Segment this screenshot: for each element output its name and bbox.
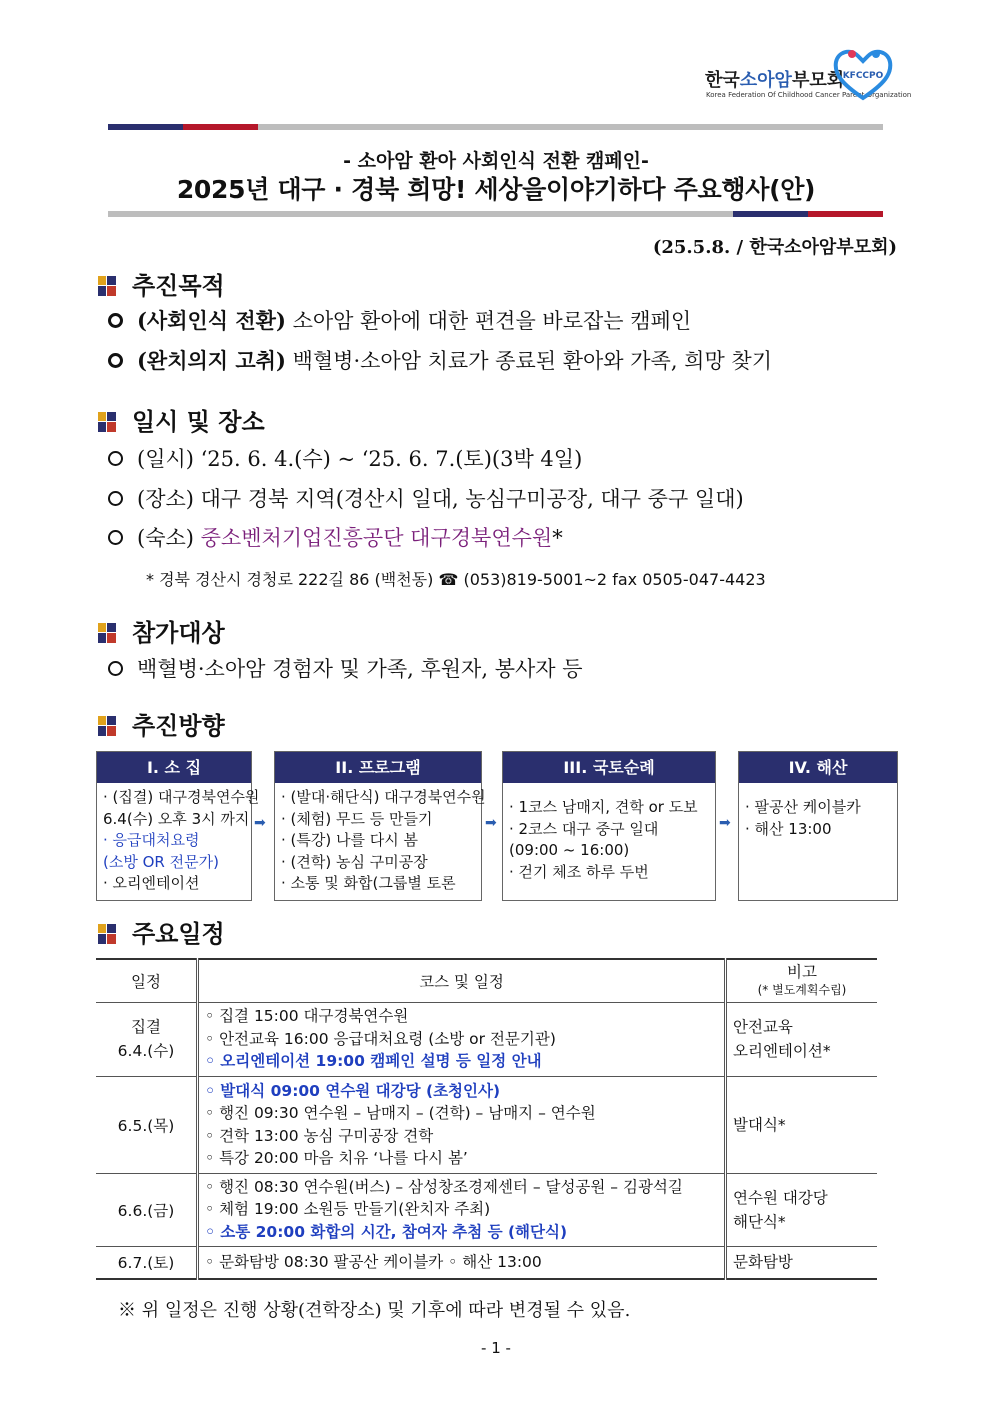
row-note: [726, 1246, 878, 1279]
header-date: 일정: [96, 959, 198, 1002]
row-course: [198, 1173, 726, 1246]
participants-text: [108, 653, 583, 683]
item-text: 백혈병·소아암 경험자 및 가족, 후원자, 봉사자 등: [137, 657, 583, 681]
lodging-name: 중소벤처기업진흥공단 대구경북연수원: [200, 526, 553, 550]
schedule-date: [108, 443, 582, 473]
circle-bullet-icon: [108, 530, 123, 545]
course-line-highlight: ◦ 소통 20:00 화합의 시간, 참여자 추첨 등 (해단식): [205, 1222, 568, 1241]
section-heading-purpose: [98, 266, 225, 301]
page-number: - 1 -: [481, 1339, 511, 1357]
table-row: [96, 1076, 877, 1173]
row-note: [726, 1002, 878, 1076]
flow-box-title: IV. 해산: [739, 752, 897, 783]
course-line-highlight: ◦ 발대식 09:00 연수원 대강당 (초청인사): [205, 1081, 501, 1100]
top-bar-navy: [108, 124, 183, 130]
course-line: ◦ 행진 08:30 연수원(버스) – 삼성창조경제센터 – 달성공원 – 김광석길: [205, 1177, 683, 1196]
course-line: ◦ 견학 13:00 농심 구미공장 견학: [205, 1126, 434, 1145]
row-date: 6.7.(토): [96, 1246, 198, 1279]
course-line-highlight: ◦ 오리엔테이션 19:00 캠페인 설명 등 일정 안내: [205, 1052, 542, 1071]
purpose-item-2: [108, 345, 772, 375]
section-marker-icon: [98, 276, 116, 296]
course-line: ◦ 집결 15:00 대구경북연수원: [205, 1007, 409, 1026]
note-line: 연수원 대강당: [733, 1188, 828, 1207]
course-line: ◦ 행진 09:30 연수원 – 남매지 – (견학) – 남매지 – 연수원: [205, 1104, 596, 1122]
date-label: 집결: [131, 1018, 161, 1036]
note-line: 안전교육: [733, 1018, 793, 1036]
flow-box-pilgrimage: [502, 751, 716, 901]
item-label: (완치의지 고취): [137, 348, 286, 373]
note-line: 오리엔테이션*: [733, 1042, 831, 1060]
flow-line: · 오리엔테이션: [103, 874, 200, 892]
flow-box-title: II. 프로그램: [275, 752, 481, 783]
flow-line: · (견학) 농심 구미공장: [281, 852, 428, 871]
table-row: [96, 1173, 877, 1246]
bottom-bar-gray: [108, 211, 733, 217]
page-title: 2025년 대구 · 경북 희망! 세상을이야기하다 주요행사(안): [176, 175, 816, 204]
logo-name-mid: 소아암: [739, 70, 792, 91]
top-bar-gray: [258, 124, 883, 130]
note-line: 문화탐방: [733, 1253, 793, 1272]
row-course: [198, 1246, 726, 1279]
flow-box-gathering: [96, 751, 260, 901]
row-course: [198, 1076, 726, 1173]
section-title: 참가대상: [132, 619, 225, 647]
logo-badge: KFCCPO: [842, 71, 884, 81]
header-course: 코스 및 일정: [198, 959, 726, 1002]
logo-name-pre: 한국: [705, 70, 740, 91]
section-title: 추진목적: [132, 272, 225, 300]
flow-line: · 응급대처요령: [103, 831, 200, 849]
section-marker-icon: [98, 924, 116, 944]
item-text: 소아암 환아에 대한 편견을 바로잡는 캠페인: [285, 309, 692, 333]
header-note: [726, 959, 878, 1002]
item-text: (장소) 대구 경북 지역(경산시 일대, 농심구미공장, 대구 중구 일대): [137, 487, 744, 511]
item-text: (일시) ‘25. 6. 4.(수) ~ ‘25. 6. 7.(토)(3박 4일): [137, 447, 583, 471]
section-marker-icon: [98, 716, 116, 736]
section-marker-icon: [98, 412, 116, 432]
flow-box-title: I. 소 집: [97, 752, 251, 783]
item-text: 백혈병·소아암 치료가 종료된 환아와 가족, 희망 찾기: [285, 349, 772, 373]
table-row: [96, 1246, 877, 1279]
top-bar-red: [183, 124, 258, 130]
schedule-table: [96, 958, 877, 1280]
section-title: 추진방향: [132, 712, 225, 740]
table-header-row: [96, 959, 877, 1002]
section-heading-schedule-place: [98, 402, 265, 437]
section-title: 주요일정: [132, 920, 225, 948]
flow-line: · (집결) 대구경북연수원: [103, 788, 260, 806]
bottom-bar-navy: [733, 211, 808, 217]
logo-heart-icon: [832, 46, 894, 106]
header-note-sub: (* 별도계획수립): [757, 982, 847, 997]
date-organization: (25.5.8. / 한국소아암부모회): [652, 237, 897, 258]
lodging-asterisk: *: [552, 526, 563, 550]
arrow-right-icon: ➡: [254, 815, 266, 831]
row-date: [96, 1002, 198, 1076]
flow-line: (09:00 ~ 16:00): [509, 841, 630, 859]
course-line: ◦ 특강 20:00 마음 치유 ‘나를 다시 봄’: [205, 1149, 468, 1167]
flow-line: · 해산 13:00: [745, 819, 832, 838]
flow-line: · 2코스 대구 중구 일대: [509, 819, 659, 838]
note-line: 해단식*: [733, 1212, 786, 1231]
logo-name-post: 부모회: [791, 70, 845, 91]
flow-box-title: III. 국토순례: [503, 752, 715, 783]
header-note-title: 비고: [787, 962, 817, 981]
section-heading-participants: [98, 613, 225, 648]
note-line: 발대식*: [733, 1115, 786, 1134]
logo-wordmark: [705, 66, 844, 92]
circle-bullet-icon: [108, 491, 123, 506]
flow-line: · 걷기 체조 하루 두번: [509, 862, 649, 881]
circle-bullet-icon: [108, 451, 123, 466]
table-row: [96, 1002, 877, 1076]
flow-line: · 소통 및 화합(그룹별 토론: [281, 874, 456, 892]
flow-line: (소방 OR 전문가): [103, 852, 219, 871]
bottom-bar-red: [808, 211, 883, 217]
purpose-item-1: [108, 305, 691, 335]
row-course: [198, 1002, 726, 1076]
logo-subtitle: Korea Federation Of Childhood Cancer Parent Organization: [706, 91, 912, 99]
flow-line: · (특강) 나를 다시 봄: [281, 831, 418, 849]
schedule-lodging: [108, 522, 563, 552]
flow-box-dismissal: [738, 751, 898, 901]
row-date: 6.6.(금): [96, 1173, 198, 1246]
flow-line: · 팔공산 케이블카: [745, 798, 861, 816]
flow-line: 6.4(수) 오후 3시 까지: [103, 809, 250, 828]
address-note: * 경북 경산시 경청로 222길 86 (백천동) ☎ (053)819-5001~2 fax 0505-047-4423: [146, 570, 766, 589]
item-label: (숙소): [137, 526, 201, 550]
course-line: ◦ 체험 19:00 소원등 만들기(완치자 주최): [205, 1200, 491, 1219]
arrow-right-icon: ➡: [719, 815, 731, 831]
subtitle: - 소아암 환아 사회인식 전환 캠페인-: [343, 150, 649, 172]
course-line: ◦ 안전교육 16:00 응급대처요령 (소방 or 전문기관): [205, 1029, 556, 1048]
circle-bullet-icon: [108, 661, 123, 676]
schedule-place: [108, 483, 744, 513]
row-note: [726, 1076, 878, 1173]
section-marker-icon: [98, 623, 116, 643]
section-title: 일시 및 장소: [132, 408, 265, 436]
row-date: 6.5.(목): [96, 1076, 198, 1173]
section-heading-direction: [98, 706, 225, 741]
circle-bullet-icon: [108, 353, 123, 368]
row-note: [726, 1173, 878, 1246]
schedule-footnote: ※ 위 일정은 진행 상황(견학장소) 및 기후에 따라 변경될 수 있음.: [118, 1300, 631, 1321]
date-value: 6.4.(수): [117, 1042, 175, 1060]
flow-line: · (발대·해단식) 대구경북연수원: [281, 788, 486, 806]
section-heading-main-schedule: [98, 914, 225, 949]
flow-line: · 1코스 남매지, 견학 or 도보: [509, 798, 698, 816]
flow-box-program: [274, 751, 486, 901]
course-line: ◦ 문화탐방 08:30 팔공산 케이블카 ◦ 해산 13:00: [205, 1253, 542, 1271]
item-label: (사회인식 전환): [137, 308, 286, 333]
circle-bullet-icon: [108, 313, 123, 328]
arrow-right-icon: ➡: [485, 815, 497, 831]
flow-line: · (체험) 무드 등 만들기: [281, 809, 433, 828]
